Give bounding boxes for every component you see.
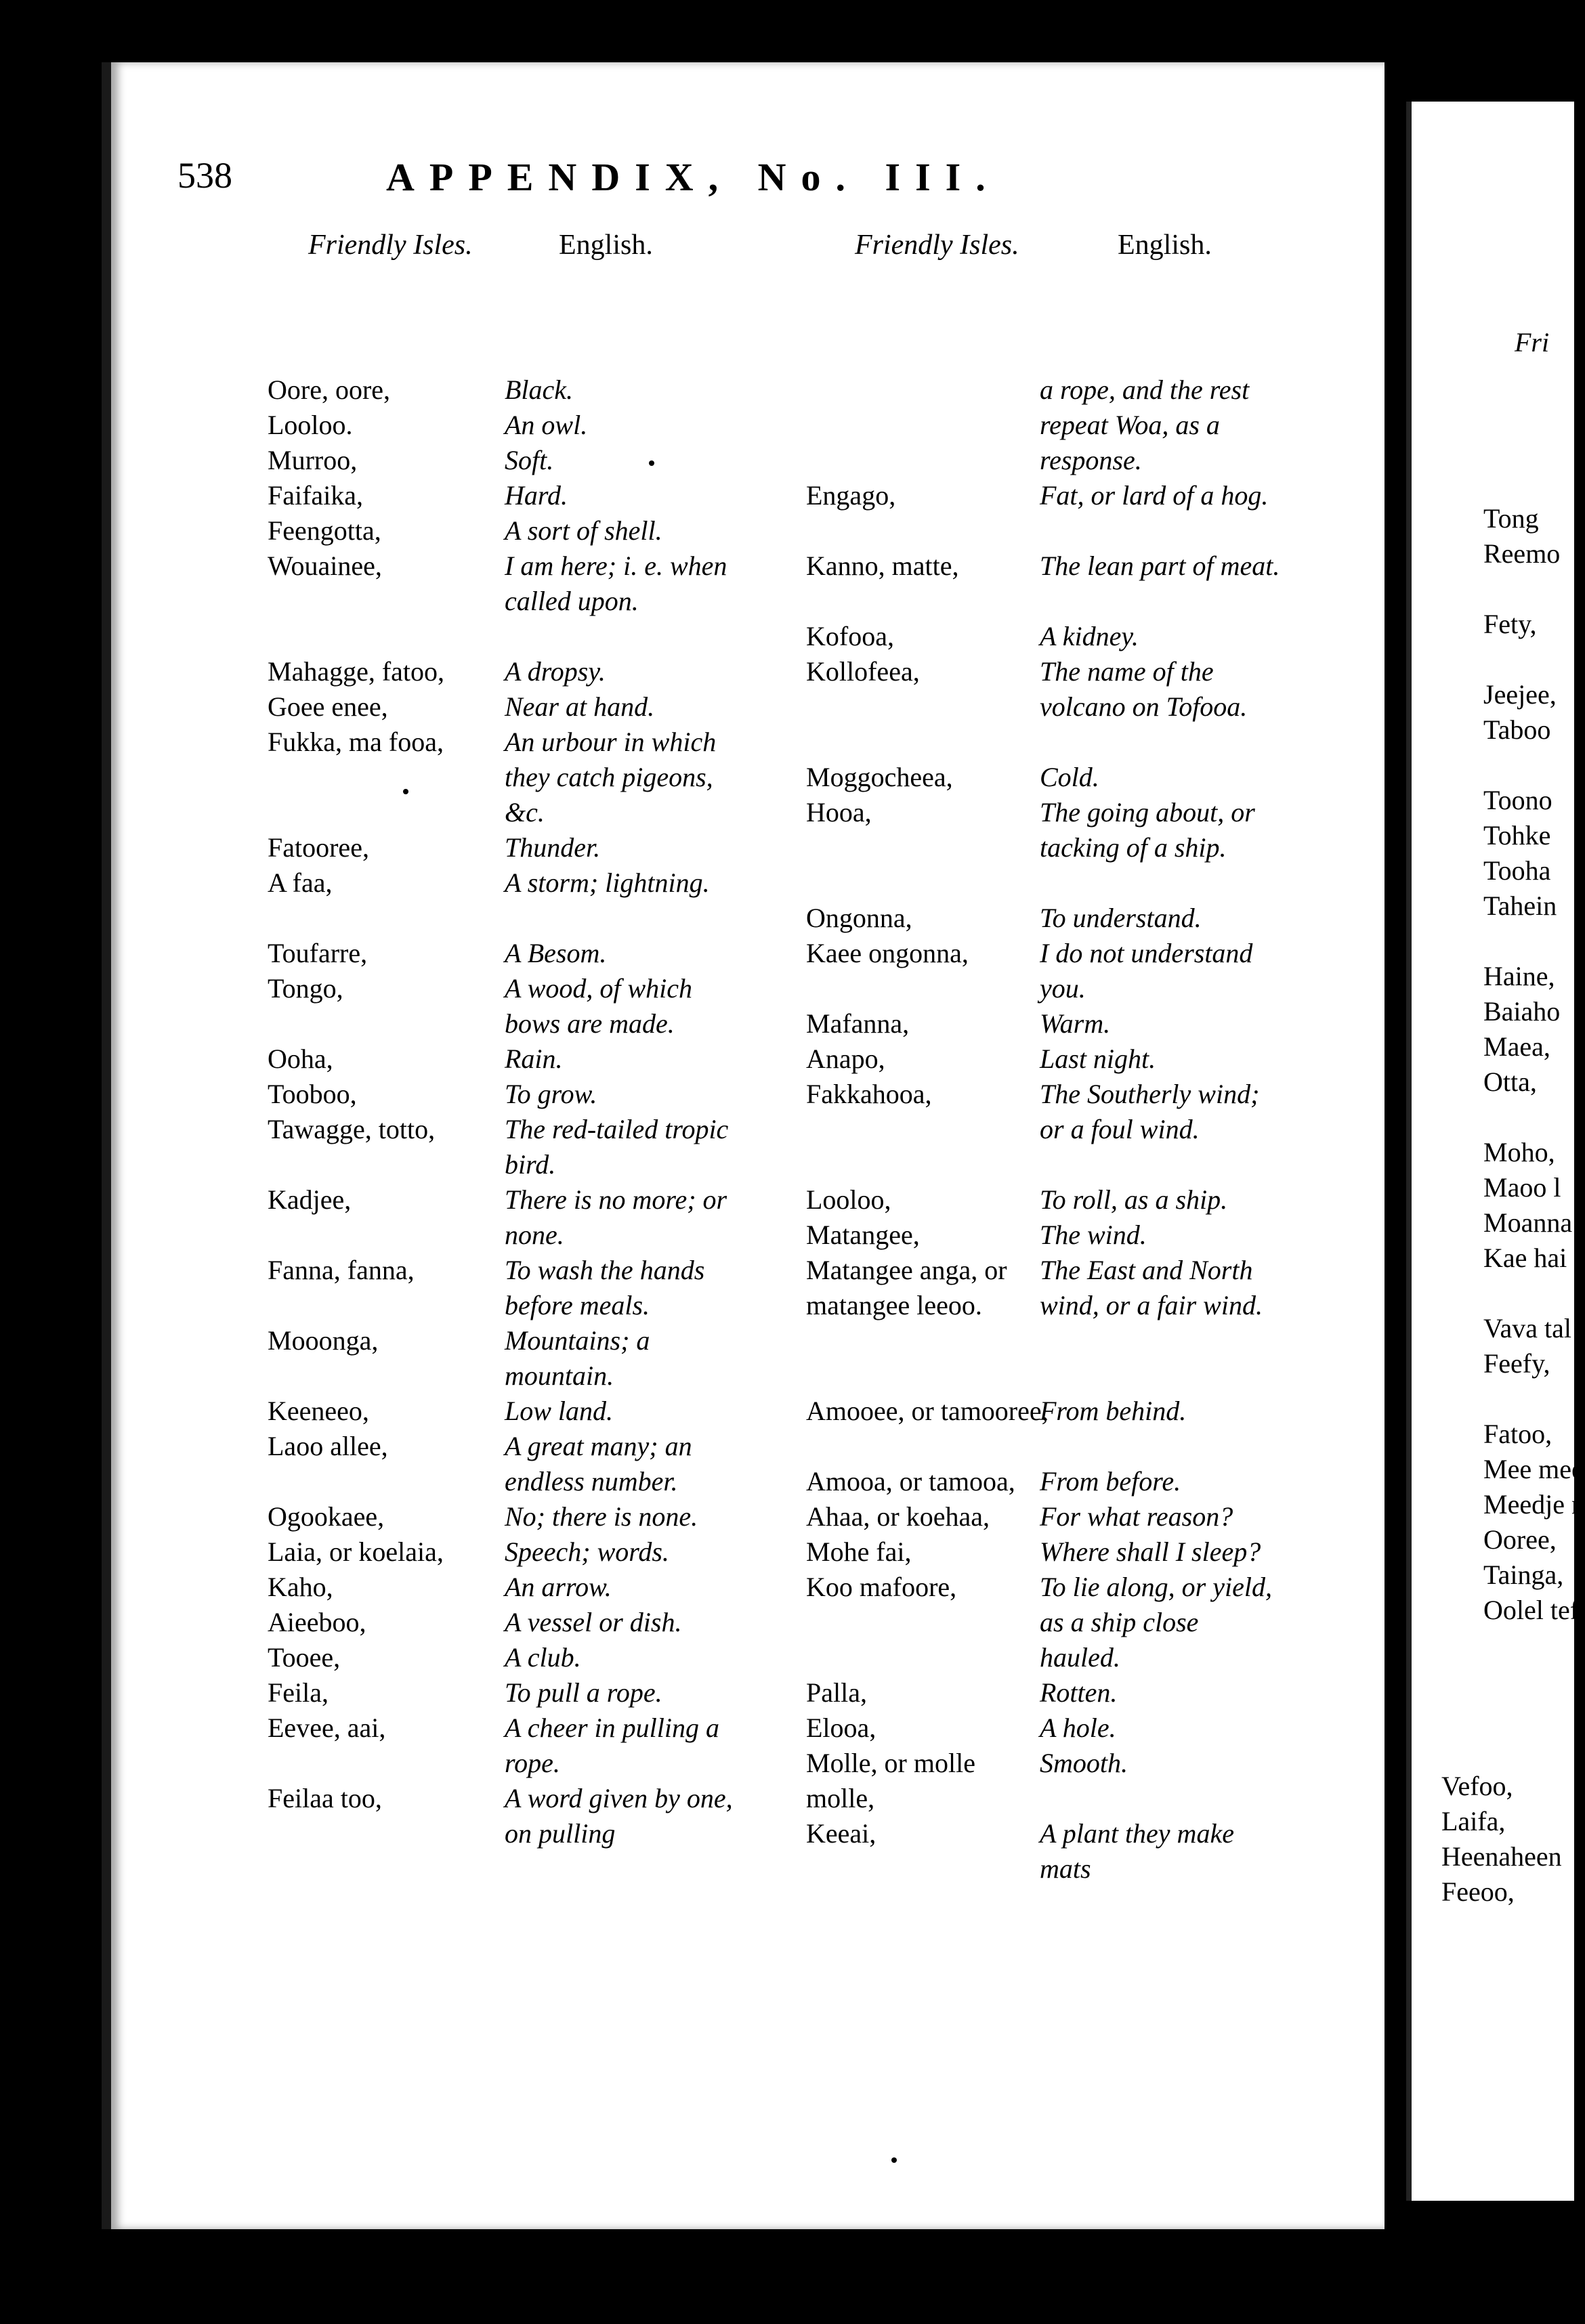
right-english: A kidney. bbox=[1040, 621, 1139, 651]
ink-speck bbox=[891, 2157, 897, 2163]
right-english: a rope, and the rest repeat Woa, as a response. bbox=[1040, 374, 1250, 475]
left-english: A Besom. bbox=[505, 938, 607, 968]
right-word: Matangee, bbox=[806, 1220, 920, 1250]
left-english: Thunder. bbox=[505, 832, 601, 863]
right-english: To understand. bbox=[1040, 903, 1202, 933]
left-word: Wouainee, bbox=[268, 551, 382, 581]
adjacent-page-fragment: Haine, bbox=[1483, 961, 1555, 991]
left-word: Mooonga, bbox=[268, 1325, 379, 1356]
left-english: Low land. bbox=[505, 1396, 614, 1426]
left-word: Toufarre, bbox=[268, 938, 368, 968]
right-word: Kollofeea, bbox=[806, 656, 920, 687]
right-english: The East and North wind, or a fair wind. bbox=[1040, 1255, 1263, 1320]
left-word: Faifaika, bbox=[268, 480, 364, 511]
left-english: A word given by one, on pulling bbox=[505, 1783, 733, 1849]
left-english: Near at hand. bbox=[505, 691, 655, 722]
left-word: Feengotta, bbox=[268, 515, 381, 546]
right-english: The wind. bbox=[1040, 1220, 1147, 1250]
right-english: Last night. bbox=[1040, 1043, 1156, 1074]
right-word: Looloo, bbox=[806, 1184, 891, 1215]
right-word: Matangee anga, or matangee leeoo. bbox=[806, 1255, 1007, 1320]
left-word: Looloo. bbox=[268, 410, 353, 440]
right-english: To lie along, or yield, as a ship close hauled. bbox=[1040, 1572, 1272, 1673]
left-word: Kaho, bbox=[268, 1572, 333, 1602]
left-word: Feila, bbox=[268, 1677, 329, 1708]
adjacent-page-fragment: Tohke bbox=[1483, 820, 1551, 851]
right-word: Molle, or molle molle, bbox=[806, 1748, 975, 1813]
right-english: A plant they make mats bbox=[1040, 1818, 1234, 1884]
left-word: Ogookaee, bbox=[268, 1501, 385, 1532]
right-english: The Southerly wind; or a foul wind. bbox=[1040, 1079, 1260, 1144]
page-number: 538 bbox=[177, 155, 232, 196]
left-english: Hard. bbox=[505, 480, 568, 511]
left-word: Aieeboo, bbox=[268, 1607, 366, 1637]
left-english: To pull a rope. bbox=[505, 1677, 662, 1708]
adjacent-page-fragment: Feefy, bbox=[1483, 1348, 1550, 1379]
adjacent-page-fragment: Laifa, bbox=[1441, 1806, 1506, 1836]
adjacent-page-fragment: Tong bbox=[1483, 503, 1539, 534]
left-word: Oore, oore, bbox=[268, 374, 391, 405]
adjacent-page-fragment: Fri bbox=[1515, 327, 1550, 358]
left-word: Tawagge, totto, bbox=[268, 1114, 436, 1144]
right-english: Cold. bbox=[1040, 762, 1099, 792]
left-english: I am here; i. e. when called upon. bbox=[505, 551, 727, 616]
left-english: An urbour in which they catch pigeons, &c. bbox=[505, 727, 717, 827]
adjacent-page-fragment: Maea, bbox=[1483, 1031, 1550, 1062]
adjacent-page-fragment: Baiaho bbox=[1483, 996, 1561, 1027]
right-word: Elooa, bbox=[806, 1713, 876, 1743]
right-english: Warm. bbox=[1040, 1008, 1111, 1039]
adjacent-page-fragment: Reemo bbox=[1483, 538, 1561, 569]
adjacent-page-fragment: Taboo bbox=[1483, 714, 1551, 745]
column-header-english-left: English. bbox=[559, 230, 653, 261]
left-english: Rain. bbox=[505, 1043, 563, 1074]
left-word: A faa, bbox=[268, 867, 333, 898]
left-word: Mahagge, fatoo, bbox=[268, 656, 445, 687]
left-english: An owl. bbox=[505, 410, 588, 440]
adjacent-page-fragment: Mee mee bbox=[1483, 1454, 1584, 1484]
right-english: Smooth. bbox=[1040, 1748, 1128, 1778]
left-english: Black. bbox=[505, 374, 574, 405]
column-header-native-left: Friendly Isles. bbox=[308, 230, 473, 261]
adjacent-page-fragment: Vava tal bbox=[1483, 1313, 1571, 1343]
adjacent-page-fragment: Tooha bbox=[1483, 855, 1551, 886]
adjacent-page-fragment: Feeoo, bbox=[1441, 1876, 1515, 1907]
left-english: A wood, of which bows are made. bbox=[505, 973, 693, 1039]
right-word: Amooa, or tamooa, bbox=[806, 1466, 1015, 1497]
left-word: Tooboo, bbox=[268, 1079, 357, 1109]
adjacent-page-fragment: Otta, bbox=[1483, 1067, 1537, 1097]
left-word: Kadjee, bbox=[268, 1184, 352, 1215]
adjacent-page-fragment: Jeejee, bbox=[1483, 679, 1557, 710]
left-english: No; there is none. bbox=[505, 1501, 698, 1532]
left-word: Murroo, bbox=[268, 445, 358, 475]
left-word: Fanna, fanna, bbox=[268, 1255, 415, 1285]
left-english: To grow. bbox=[505, 1079, 597, 1109]
left-english: To wash the hands before meals. bbox=[505, 1255, 705, 1320]
adjacent-page-fragment: Vefoo, bbox=[1441, 1771, 1513, 1801]
left-english: A storm; lightning. bbox=[505, 867, 710, 898]
left-word: Keeneeo, bbox=[268, 1396, 369, 1426]
right-word: Keeai, bbox=[806, 1818, 876, 1849]
adjacent-page-fragment: Ooree, bbox=[1483, 1524, 1557, 1555]
right-english: From behind. bbox=[1040, 1396, 1187, 1426]
ink-speck bbox=[649, 460, 654, 466]
adjacent-page-fragment: Tahein bbox=[1483, 890, 1557, 921]
right-word: Kaee ongonna, bbox=[806, 938, 969, 968]
left-word: Laia, or koelaia, bbox=[268, 1536, 444, 1567]
page-title: APPENDIX, No. III. bbox=[386, 155, 1000, 199]
right-word: Mohe fai, bbox=[806, 1536, 912, 1567]
left-word: Ooha, bbox=[268, 1043, 333, 1074]
right-word: Koo mafoore, bbox=[806, 1572, 957, 1602]
left-english: A vessel or dish. bbox=[505, 1607, 682, 1637]
left-word: Goee enee, bbox=[268, 691, 388, 722]
adjacent-page-fragment: Toono bbox=[1483, 785, 1552, 815]
left-english: There is no more; or none. bbox=[505, 1184, 727, 1250]
left-english: A cheer in pulling a rope. bbox=[505, 1713, 719, 1778]
left-english: A great many; an endless number. bbox=[505, 1431, 692, 1497]
right-word: Moggocheea, bbox=[806, 762, 953, 792]
right-english: The lean part of meat. bbox=[1040, 551, 1280, 581]
left-word: Laoo allee, bbox=[268, 1431, 388, 1461]
column-header-english-right: English. bbox=[1118, 230, 1212, 261]
right-word: Kofooa, bbox=[806, 621, 894, 651]
right-english: The name of the volcano on Tofooa. bbox=[1040, 656, 1248, 722]
left-english: The red-tailed tropic bird. bbox=[505, 1114, 729, 1180]
adjacent-page-fragment: Kae hai bbox=[1483, 1243, 1567, 1273]
right-english: For what reason? bbox=[1040, 1501, 1233, 1532]
adjacent-page-fragment: Oolel tef bbox=[1483, 1595, 1580, 1625]
right-word: Mafanna, bbox=[806, 1008, 910, 1039]
right-word: Ongonna, bbox=[806, 903, 912, 933]
right-english: Fat, or lard of a hog. bbox=[1040, 480, 1269, 511]
adjacent-page-fragment: Heenaheen bbox=[1441, 1841, 1562, 1872]
right-word: Fakkahooa, bbox=[806, 1079, 932, 1109]
right-word: Hooa, bbox=[806, 797, 872, 827]
adjacent-page-fragment: Moanna bbox=[1483, 1207, 1573, 1238]
left-word: Tongo, bbox=[268, 973, 343, 1004]
adjacent-page-fragment: Meedje n bbox=[1483, 1489, 1585, 1520]
right-english: To roll, as a ship. bbox=[1040, 1184, 1228, 1215]
column-header-native-right: Friendly Isles. bbox=[855, 230, 1019, 261]
right-word: Kanno, matte, bbox=[806, 551, 959, 581]
left-word: Eevee, aai, bbox=[268, 1713, 386, 1743]
adjacent-page-fragment: Moho, bbox=[1483, 1137, 1555, 1167]
right-english: Rotten. bbox=[1040, 1677, 1118, 1708]
left-word: Fukka, ma fooa, bbox=[268, 727, 444, 757]
adjacent-page-fragment: Fety, bbox=[1483, 609, 1537, 639]
adjacent-page-fragment: Maoo l bbox=[1483, 1172, 1561, 1203]
left-english: A sort of shell. bbox=[505, 515, 662, 546]
right-word: Engago, bbox=[806, 480, 896, 511]
right-english: From before. bbox=[1040, 1466, 1181, 1497]
left-english: Mountains; a mountain. bbox=[505, 1325, 650, 1391]
left-english: Speech; words. bbox=[505, 1536, 669, 1567]
left-english: A club. bbox=[505, 1642, 581, 1673]
left-word: Fatooree, bbox=[268, 832, 369, 863]
left-word: Feilaa too, bbox=[268, 1783, 382, 1813]
right-english: Where shall I sleep? bbox=[1040, 1536, 1261, 1567]
ink-speck bbox=[403, 789, 408, 794]
right-english: The going about, or tacking of a ship. bbox=[1040, 797, 1255, 863]
left-word: Tooee, bbox=[268, 1642, 341, 1673]
left-english: An arrow. bbox=[505, 1572, 612, 1602]
right-word: Palla, bbox=[806, 1677, 867, 1708]
page-header bbox=[0, 154, 1554, 209]
left-english: Soft. bbox=[505, 445, 554, 475]
right-word: Ahaa, or koehaa, bbox=[806, 1501, 990, 1532]
adjacent-page-fragment: Fatoo, bbox=[1483, 1419, 1552, 1449]
right-word: Amooee, or tamooree, bbox=[806, 1396, 1049, 1426]
right-english: A hole. bbox=[1040, 1713, 1116, 1743]
adjacent-page-fragment: Tainga, bbox=[1483, 1559, 1564, 1590]
left-english: A dropsy. bbox=[505, 656, 606, 687]
right-english: I do not understand you. bbox=[1040, 938, 1253, 1004]
right-word: Anapo, bbox=[806, 1043, 885, 1074]
